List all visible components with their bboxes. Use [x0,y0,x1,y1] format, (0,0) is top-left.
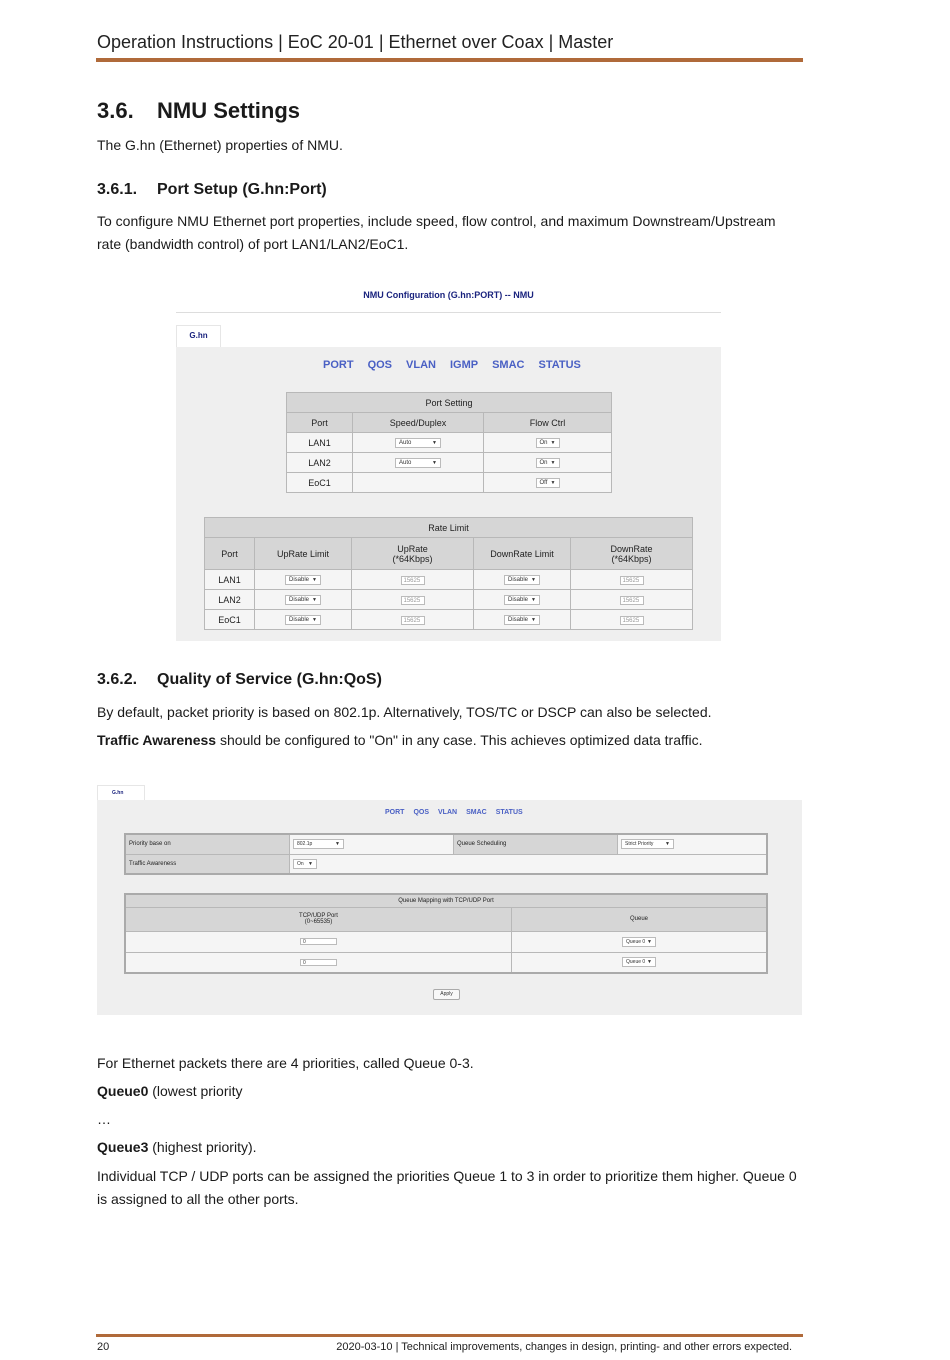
section-heading [97,98,300,124]
title-divider [176,312,721,313]
flow-select[interactable] [536,478,560,488]
speed-select[interactable] [395,458,441,468]
col-flow-ctrl: Flow Ctrl [484,413,612,433]
col-uprate [352,538,474,570]
col-uprate-limit: UpRate Limit [255,538,352,570]
select-value: Disable [289,616,310,623]
nav-vlan[interactable]: VLAN [438,809,458,816]
select-value: Off [539,479,548,486]
table-row [205,590,693,610]
chevron-down-icon: ▼ [531,616,536,623]
select-value: On [539,459,548,466]
header-rule [96,58,803,62]
chevron-down-icon: ▼ [550,459,556,466]
col-queue: Queue [512,907,768,931]
chevron-down-icon: ▼ [531,576,536,583]
chevron-down-icon: ▼ [647,938,652,945]
select-value: On [539,439,548,446]
chevron-down-icon: ▼ [312,616,317,623]
nav-smac[interactable]: SMAC [466,809,487,816]
port-setup-text: To configure NMU Ethernet port properties, include speed, flow control, and maximum Downstream/Upstream rate (bandwidth control) of port LAN1/LAN2/EoC1. [97,213,776,252]
priority-select[interactable] [293,839,344,849]
col-tcp-udp-port-range: (0~65535) [304,919,333,925]
traffic-awareness-label: Traffic Awareness [125,854,290,874]
subsection-title: Quality of Service (G.hn:QoS) [157,671,382,688]
select-value: Disable [508,576,529,583]
port-setting-table [286,392,612,493]
select-value: Disable [508,596,529,603]
chevron-down-icon: ▼ [335,841,340,848]
queue3-term: Queue3 [97,1139,149,1155]
table-row [125,931,767,952]
subsection-heading-qos [97,671,382,689]
qos-text-default: By default, packet priority is based on 802.1p. Alternatively, TOS/TC or DSCP can also be selected. [97,704,712,720]
col-speed-duplex: Speed/Duplex [353,413,484,433]
downrate-input[interactable]: 15625 [620,576,644,585]
nmu-config-title: NMU Configuration (G.hn:PORT) -- NMU [363,290,534,300]
flow-select[interactable] [536,458,560,468]
col-tcp-udp-port-label: TCP/UDP Port [299,913,338,919]
uprate-input[interactable]: 15625 [401,576,425,585]
nav-status[interactable]: STATUS [495,809,523,816]
port-cell: LAN2 [287,453,353,473]
speed-select[interactable] [395,438,441,448]
select-value: Queue 0 [626,959,646,966]
footer-rule [96,1334,803,1337]
chevron-down-icon: ▼ [312,576,317,583]
section-number: 3.6. [97,98,134,123]
page-number: 20 [97,1341,110,1353]
traffic-awareness-select[interactable] [293,859,317,869]
nav-qos[interactable]: QOS [413,809,430,816]
qos-settings-table [124,833,768,875]
config-nav [385,809,523,816]
section-title: NMU Settings [157,98,300,123]
queue-select[interactable] [622,937,656,947]
col-downrate [571,538,693,570]
chevron-down-icon: ▼ [432,459,437,466]
port-cell: LAN2 [205,590,255,610]
col-port: Port [205,538,255,570]
queue-mapping-table [124,893,768,974]
uprate-input[interactable]: 15625 [401,596,425,605]
select-value: Disable [508,616,529,623]
uprate-limit-select[interactable] [285,575,321,585]
col-port: Port [287,413,353,433]
col-downrate-label: DownRate [610,543,653,554]
queue0-desc: (lowest priority [148,1083,243,1099]
table-row [205,570,693,590]
queue3-desc: (highest priority). [148,1139,257,1155]
queue-scheduling-label: Queue Scheduling [454,834,618,854]
queue0-term: Queue0 [97,1083,149,1099]
priority-label: Priority base on [125,834,290,854]
col-downrate-unit: (*64Kbps) [611,553,652,564]
queue-scheduling-select[interactable] [621,839,674,849]
qos-text-traffic [97,729,802,752]
table-row [287,453,612,473]
subsection-number: 3.6.1. [97,181,138,198]
table-row [287,433,612,453]
queue-select[interactable] [622,957,656,967]
footer-note: 2020-03-10 | Technical improvements, changes in design, printing- and other errors expected. [336,1341,792,1353]
table-row [287,473,612,493]
select-value: On [297,860,304,867]
ellipsis-text: … [97,1111,111,1127]
downrate-limit-select[interactable] [504,575,540,585]
config-nav [323,359,581,371]
chevron-down-icon: ▼ [308,860,313,867]
port-setting-caption: Port Setting [287,393,612,413]
uprate-input[interactable]: 15625 [401,616,425,625]
chevron-down-icon: ▼ [550,439,556,446]
select-value: Disable [289,576,310,583]
port-cell: LAN1 [205,570,255,590]
nav-igmp[interactable]: IGMP [449,359,479,371]
subsection-heading-port-setup [97,181,327,199]
table-row [205,610,693,630]
traffic-awareness-rest: should be configured to "On" in any case. This achieves optimized data traffic. [216,732,703,748]
col-tcp-udp-port [125,907,512,931]
nav-qos[interactable]: QOS [367,359,393,371]
queue0-text [97,1080,802,1103]
queue-mapping-caption: Queue Mapping with TCP/UDP Port [125,894,767,907]
tab-ghn[interactable]: G.hn [97,785,145,800]
priorities-text: For Ethernet packets there are 4 priorities, called Queue 0-3. [97,1055,474,1071]
nav-port[interactable]: PORT [323,359,354,371]
port-cell: EoC1 [205,610,255,630]
running-header: Operation Instructions | EoC 20-01 | Ethernet over Coax | Master [97,32,614,52]
tcp-udp-port-input[interactable]: 0 [300,959,337,966]
rate-limit-table [204,517,693,630]
speed-cell-empty [353,473,484,493]
select-value: Queue 0 [626,938,646,945]
section-intro: The G.hn (Ethernet) properties of NMU. [97,137,343,153]
chevron-down-icon: ▼ [531,596,536,603]
select-value: Auto [399,439,412,446]
select-value: 802.1p [297,841,313,848]
rate-limit-caption: Rate Limit [205,518,693,538]
select-value: Disable [289,596,310,603]
nav-vlan[interactable]: VLAN [406,359,436,371]
col-downrate-limit: DownRate Limit [474,538,571,570]
chevron-down-icon: ▼ [550,479,556,486]
downrate-input[interactable]: 15625 [620,596,644,605]
apply-button[interactable]: Apply [433,989,460,1000]
subsection-title: Port Setup (G.hn:Port) [157,181,327,198]
uprate-limit-select[interactable] [285,595,321,605]
flow-select[interactable] [536,438,560,448]
nav-port[interactable]: PORT [385,809,405,816]
nav-smac[interactable]: SMAC [492,359,525,371]
port-priorities-text: Individual TCP / UDP ports can be assigned the priorities Queue 1 to 3 in order to prioritize them higher. Queue 0 is assigned to all the other ports. [97,1168,797,1207]
downrate-limit-select[interactable] [504,615,540,625]
downrate-limit-select[interactable] [504,595,540,605]
queue3-text [97,1136,802,1159]
col-uprate-unit: (*64Kbps) [392,553,433,564]
tcp-udp-port-input[interactable]: 0 [300,938,337,945]
col-uprate-label: UpRate [397,543,428,554]
table-row [125,952,767,973]
tab-ghn[interactable]: G.hn [176,325,221,348]
port-cell: EoC1 [287,473,353,493]
uprate-limit-select[interactable] [285,615,321,625]
port-cell: LAN1 [287,433,353,453]
select-value: Strict Priority [625,841,654,848]
chevron-down-icon: ▼ [647,959,652,966]
chevron-down-icon: ▼ [312,596,317,603]
chevron-down-icon: ▼ [432,439,437,446]
nav-status[interactable]: STATUS [538,359,581,371]
subsection-number: 3.6.2. [97,671,138,688]
downrate-input[interactable]: 15625 [620,616,644,625]
select-value: Auto [399,459,412,466]
chevron-down-icon: ▼ [665,841,670,848]
traffic-awareness-term: Traffic Awareness [97,732,217,748]
